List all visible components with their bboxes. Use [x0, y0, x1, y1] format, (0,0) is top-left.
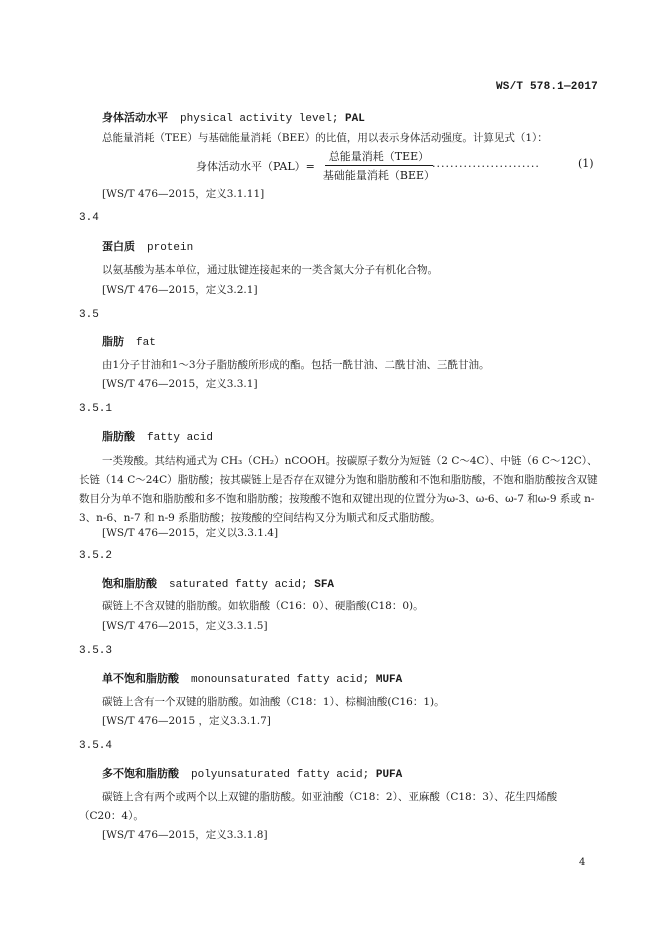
term-sfa: 饱和脂肪酸 saturated fatty acid; SFA — [102, 577, 335, 591]
definition-sfa: 碳链上不含双键的脂肪酸。如软脂酸（C16：0）、硬脂酸(C18：0)。 — [102, 600, 424, 612]
definition-mufa: 碳链上含有一个双键的脂肪酸。如油酸（C18：1）、棕榈油酸(C16：1)。 — [102, 696, 445, 708]
reference-fatty-acid: [WS/T 476—2015，定义以3.3.1.4] — [102, 527, 279, 539]
standard-code-header: WS/T 578.1—2017 — [495, 81, 598, 93]
formula-lhs: 身体活动水平（PAL）= — [196, 159, 315, 173]
clause-number-3-5-3: 3.5.3 — [79, 645, 113, 657]
clause-number-3-5-4: 3.5.4 — [79, 740, 113, 752]
term-fatty-acid: 脂肪酸 fatty acid — [102, 430, 214, 444]
term-protein: 蛋白质 protein — [102, 240, 194, 254]
reference-pufa: [WS/T 476—2015，定义3.3.1.8] — [102, 829, 268, 841]
definition-fatty-acid: 一类羧酸。其结构通式为 CH₃（CH₂）nCOOH。按碳原子数分为短链（2 C～4C）、中链（6 C～12C）、长链（14 C～24C）脂肪酸；按其碳链上是否存在双键分为饱和脂肪酸和不饱和脂肪酸，不饱和脂肪酸按含双键数目分为单不饱和脂肪酸和多不饱和脂肪酸；按羧酸不饱和双键出现的位置分为ω-3、ω-6、ω-7 和ω-9 系或 n-3、n-6、n-7 和 n-9 系脂肪酸；按羧酸的空间结构又分为顺式和反式脂肪酸。 — [79, 455, 598, 524]
reference-mufa: [WS/T 476—2015 ，定义3.3.1.7] — [102, 715, 271, 727]
definition-fat: 由1分子甘油和1～3分子脂肪酸所形成的酯。包括一酰甘油、二酰甘油、三酰甘油。 — [102, 359, 490, 371]
term-fat: 脂肪 fat — [102, 335, 156, 349]
term-pufa: 多不饱和脂肪酸 polyunsaturated fatty acid; PUFA — [102, 767, 403, 781]
definition-protein: 以氨基酸为基本单位，通过肽键连接起来的一类含氮大分子有机化合物。 — [102, 264, 438, 276]
clause-number-3-4: 3.4 — [79, 212, 99, 224]
reference-pal: [WS/T 476—2015，定义3.1.11] — [102, 188, 265, 200]
clause-number-3-5: 3.5 — [79, 309, 99, 321]
reference-fat: [WS/T 476—2015，定义3.3.1] — [102, 378, 258, 390]
equation-number: (1) — [578, 157, 594, 170]
pal-formula — [196, 148, 439, 183]
formula-leader: ........................ — [432, 157, 540, 170]
definition-pal: 总能量消耗（TEE）与基础能量消耗（BEE）的比值，用以表示身体活动强度。计算见式（1）： — [102, 132, 548, 144]
formula-denominator: 基础能量消耗（BEE） — [322, 169, 436, 182]
formula-fraction — [319, 148, 439, 183]
reference-sfa: [WS/T 476—2015，定义3.3.1.5] — [102, 620, 268, 632]
formula-numerator: 总能量消耗（TEE） — [325, 148, 433, 166]
term-pal: 身体活动水平 physical activity level; PAL — [102, 111, 365, 125]
reference-protein: [WS/T 476—2015，定义3.2.1] — [102, 284, 258, 296]
definition-pufa: 碳链上含有两个或两个以上双键的脂肪酸。如亚油酸（C18：2）、亚麻酸（C18：3）、花生四烯酸（C20：4）。 — [79, 791, 558, 822]
clause-number-3-5-2: 3.5.2 — [79, 550, 113, 562]
term-mufa: 单不饱和脂肪酸 monounsaturated fatty acid; MUFA — [102, 672, 403, 686]
page-number: 4 — [579, 857, 586, 868]
clause-number-3-5-1: 3.5.1 — [79, 403, 113, 415]
